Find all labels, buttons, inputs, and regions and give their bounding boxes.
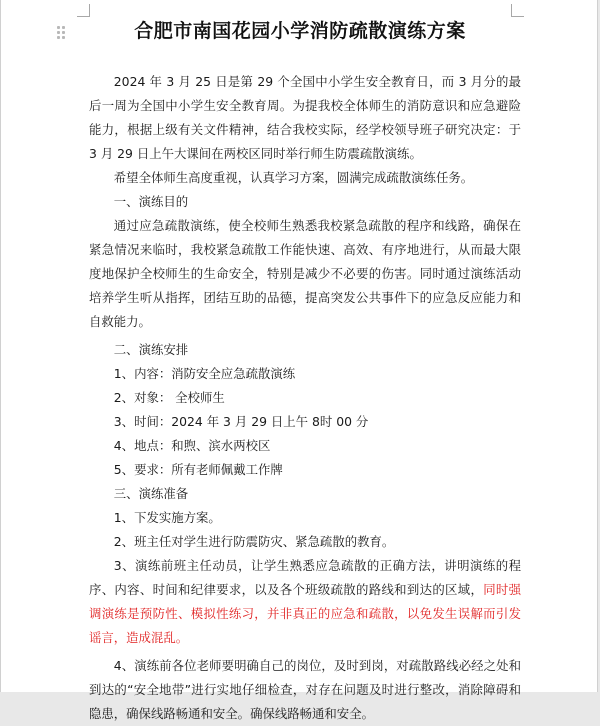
section-2-item-content: 1、内容：消防安全应急疏散演练 [113,366,296,381]
section-3-item-3 [89,554,521,650]
section-3-item-3-emphasis: 同时强调演练是预防性、模拟性练习，并非真正的应急和疏散，以免发生误解而引发谣言，造成混乱。 [89,582,522,645]
section-3-item-4: 4、演练前各位老师要明确自己的岗位，及时到岗，对疏散路线必经之处和到达的“安全地带”进行实地仔细检查，对存在问题及时进行整改，消除障碍和隐患，确保线路畅通和安全。确保线路畅通和安全。 [89,658,521,721]
section-3-item-2: 2、班主任对学生进行防震防灾、紧急疏散的教育。 [113,534,395,549]
section-2-item-requirement: 5、要求：所有老师佩戴工作牌 [113,462,283,477]
section-2-item-time: 3、时间：2024 年 3 月 29 日上午 8时 00 分 [113,414,369,429]
intro-paragraph-2: 希望全体师生高度重视，认真学习方案，圆满完成疏散演练任务。 [113,170,474,185]
section-1-heading: 一、演练目的 [113,194,189,209]
section-2-heading: 二、演练安排 [113,342,189,357]
document-title: 合肥市南国花园小学消防疏散演练方案 [134,20,466,42]
intro-paragraph-1: 2024 年 3 月 25 日是第 29 个全国中小学生安全教育日，而 3 月分的最后一周为全国中小学生安全教育周。为提我校全体师生的消防意识和应急避险能力，根据上级有关文件精神，结合我校实际，经学校领导班子研究决定：于 3 月 29 日上午大课间在两校区同时举行师生防震疏散演练。 [89,74,521,161]
section-2-item-audience: 2、对象： 全校师生 [113,390,225,405]
section-3-item-1: 1、下发实施方案。 [113,510,221,525]
document-body [89,70,521,726]
section-3-heading: 三、演练准备 [113,486,189,501]
section-3-item-3-text: 3、演练前班主任动员，让学生熟悉应急疏散的正确方法，讲明演练的程序、内容、时间和纪律要求，以及各个班级疏散的路线和到达的区域， [89,558,521,597]
section-1-text: 通过应急疏散演练，使全校师生熟悉我校紧急疏散的程序和线路，确保在紧急情况来临时，我校紧急疏散工作能快速、高效、有序地进行，从而最大限度地保护全校师生的生命安全，特别是减少不必要的伤害。同时通过演练活动培养学生听从指挥，团结互助的品德，提高突发公共事件下的应急反应能力和自救能力。 [89,218,521,329]
section-2-item-location: 4、地点：和煦、滨水两校区 [113,438,271,453]
